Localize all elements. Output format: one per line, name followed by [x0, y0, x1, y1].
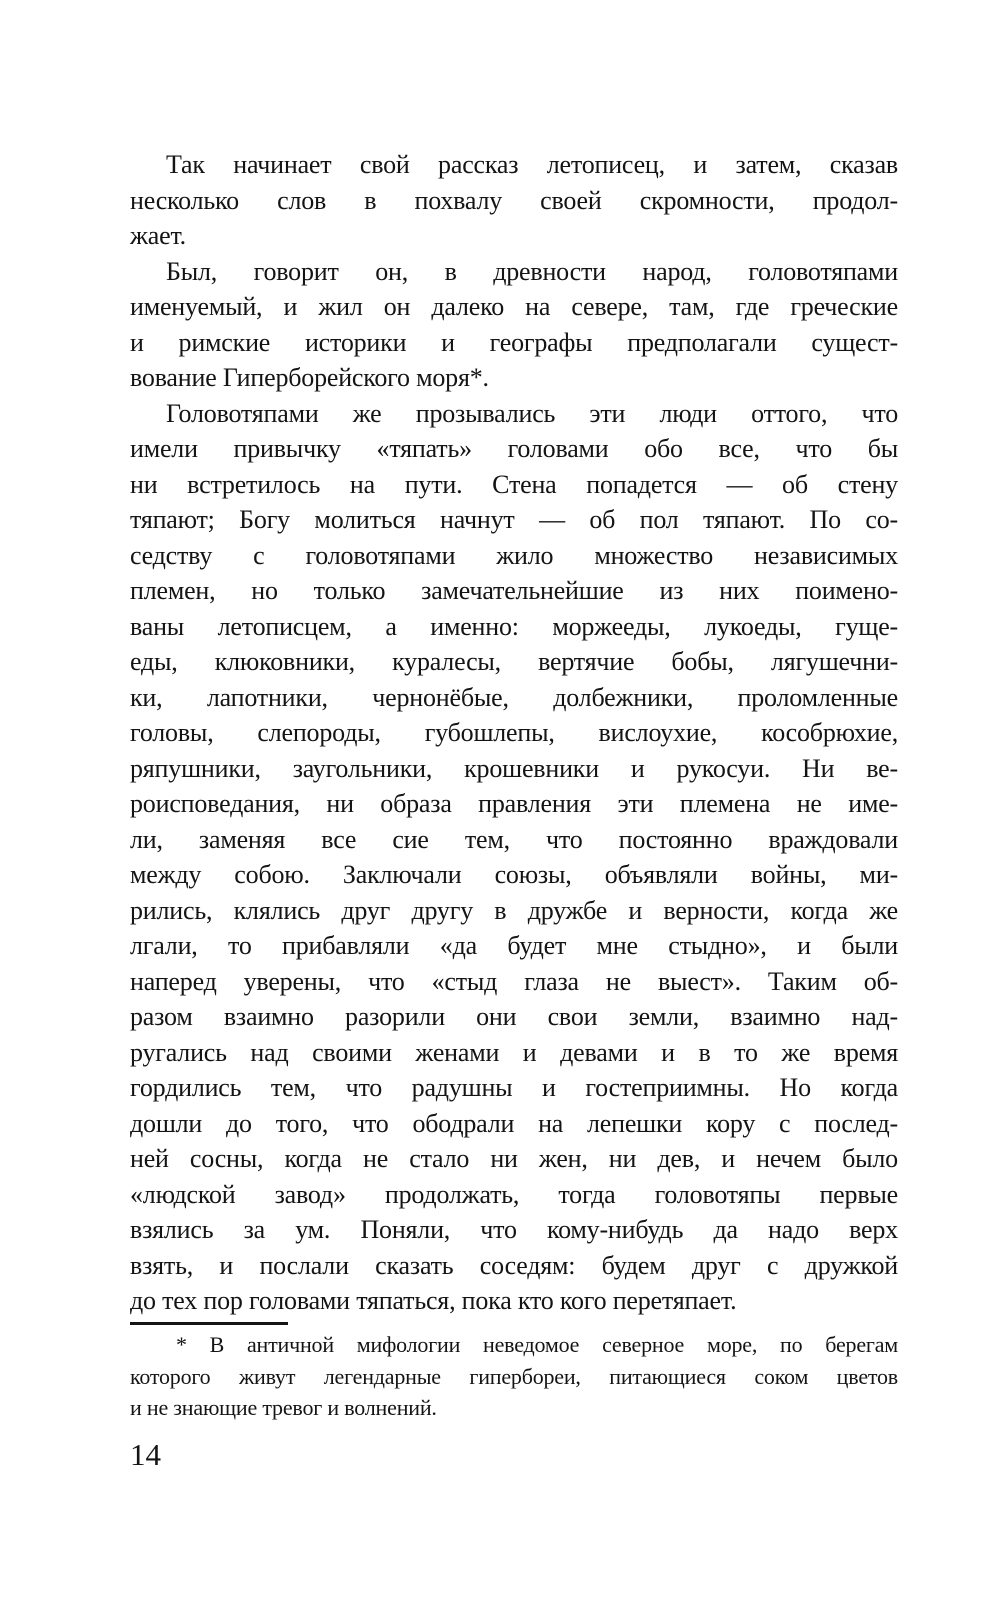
footnote-line: * В античной мифологии неведомое северное море, по берегам — [176, 1332, 898, 1357]
paragraph — [130, 147, 898, 254]
text-line: до тех пор головами тяпаться, пока кто кого перетяпает. — [130, 1286, 737, 1315]
text-line: племен, но только замечательнейшие из них поимено- — [130, 576, 898, 605]
text-line: и римские историки и географы предполагали сущест- — [130, 327, 898, 357]
page-body-text — [130, 147, 898, 1319]
text-line: ли, заменяя все сие тем, что постоянно враждовали — [130, 824, 898, 854]
text-line: именуемый, и жил он далеко на севере, там, где греческие — [130, 292, 898, 321]
text-line: взялись за ум. Поняли, что кому-нибудь да надо верх — [130, 1215, 898, 1244]
text-line: ругались над своими женами и девами и в то же время — [130, 1037, 898, 1067]
paragraph — [130, 254, 898, 396]
text-line: Так начинает свой рассказ летописец, и затем, сказав — [166, 150, 898, 179]
text-line: между собою. Заключали союзы, объявляли войны, ми- — [130, 860, 898, 889]
text-line: лгали, то прибавляли «да будет мне стыдно», и были — [130, 931, 898, 960]
text-line: наперед уверены, что «стыд глаза не выест». Таким об- — [130, 966, 898, 996]
text-line: вование Гиперборейского моря*. — [130, 363, 489, 392]
text-line: тяпают; Богу молиться начнут — об пол тяпают. По со- — [130, 505, 898, 534]
text-line: рились, клялись друг другу в дружбе и верности, когда же — [130, 895, 898, 925]
text-line: дошли до того, что ободрали на лепешки кору с послед- — [130, 1108, 898, 1138]
text-line: жает. — [130, 221, 186, 250]
text-line: ряпушники, заугольники, крошевники и рукосуи. Ни ве- — [130, 753, 898, 783]
text-line: ни встретилось на пути. Стена попадется — об стену — [130, 469, 898, 499]
text-line: взять, и послали сказать соседям: будем друг с дружкой — [130, 1250, 898, 1280]
text-line: еды, клюковники, куралесы, вертячие бобы, лягушечни- — [130, 647, 898, 676]
footnote — [130, 1329, 898, 1424]
text-line: разом взаимно разорили они свои земли, взаимно над- — [130, 1002, 898, 1031]
text-line: ваны летописцем, а именно: моржееды, лукоеды, гуще- — [130, 611, 898, 641]
paragraph — [130, 396, 898, 1319]
text-line: ки, лапотники, чернонёбые, долбежники, проломленные — [130, 682, 898, 712]
footnote-line: и не знающие тревог и волнений. — [130, 1395, 437, 1420]
text-line: роисповедания, ни образа правления эти племена не име- — [130, 789, 898, 818]
text-line: седству с головотяпами жило множество независимых — [130, 540, 898, 570]
text-line: гордились тем, что радушны и гостеприимны. Но когда — [130, 1073, 898, 1102]
text-line: Головотяпами же прозывались эти люди оттого, что — [166, 398, 898, 428]
text-line: несколько слов в похвалу своей скромности, продол- — [130, 185, 898, 215]
text-line: имели привычку «тяпать» головами обо все, что бы — [130, 434, 898, 463]
text-line: ней сосны, когда не стало ни жен, ни дев, и нечем было — [130, 1144, 898, 1173]
text-line: «людской завод» продолжать, тогда головотяпы первые — [130, 1179, 898, 1209]
footnote-divider — [130, 1322, 288, 1325]
footnote-line: которого живут легендарные гипербореи, питающиеся соком цветов — [130, 1363, 898, 1389]
page-number: 14 — [130, 1437, 161, 1472]
text-line: Был, говорит он, в древности народ, головотяпами — [166, 256, 898, 286]
text-line: головы, слепороды, губошлепы, вислоухие, кособрюхие, — [130, 718, 898, 747]
